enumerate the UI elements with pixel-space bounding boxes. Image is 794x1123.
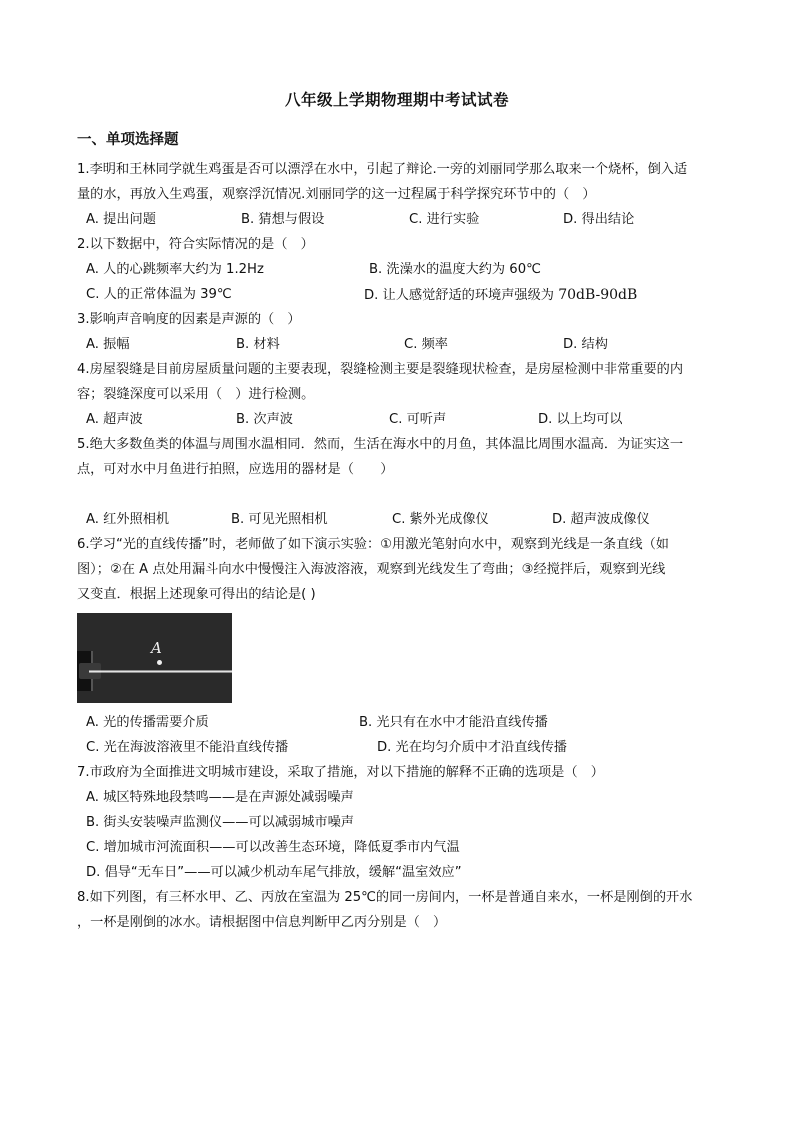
question-1-option-c: C. 进行实验 <box>409 212 480 227</box>
question-1-text-line-2: 量的水，再放入生鸡蛋，观察浮沉情况.刘丽同学的这一过程属于科学探究环节中的（ ） <box>77 187 596 202</box>
question-2-option-d-text: D. 让人感觉舒适的环境声强级为 <box>364 288 554 303</box>
question-7-option-a: A. 城区特殊地段禁鸣——是在声源处减弱噪声 <box>86 790 354 805</box>
laser-experiment-photo <box>77 613 232 703</box>
question-6-option-c: C. 光在海波溶液里不能沿直线传播 <box>86 740 289 755</box>
question-4-option-d: D. 以上均可以 <box>538 412 623 427</box>
question-5-option-a: A. 红外照相机 <box>86 512 170 527</box>
question-3-option-a: A. 振幅 <box>86 337 130 352</box>
question-4-text-line-1: 4.房屋裂缝是目前房屋质量问题的主要表现，裂缝检测主要是裂缝现状检查，是房屋检测中非常重要的内 <box>77 362 684 377</box>
question-2-option-d <box>364 285 637 306</box>
point-a-dot <box>157 660 162 665</box>
question-2-option-b: B. 洗澡水的温度大约为 60℃ <box>369 262 541 277</box>
question-6-text-line-1: 6.学习“光的直线传播”时，老师做了如下演示实验：①用激光笔射向水中，观察到光线是一条直线（如 <box>77 537 669 552</box>
question-5-option-c: C. 紫外光成像仪 <box>392 512 489 527</box>
page-title: 八年级上学期物理期中考试试卷 <box>284 91 509 109</box>
question-6-option-d: D. 光在均匀介质中才沿直线传播 <box>377 740 567 755</box>
question-5-option-b: B. 可见光照相机 <box>231 512 328 527</box>
question-2-option-a: A. 人的心跳频率大约为 1.2Hz <box>86 262 264 277</box>
question-5-text-line-2: 点，可对水中月鱼进行拍照，应选用的器材是（ ） <box>77 462 394 477</box>
question-4-option-c: C. 可听声 <box>389 412 447 427</box>
section-heading: 一、单项选择题 <box>77 132 179 148</box>
question-1-text-line-1: 1.李明和王林同学就生鸡蛋是否可以漂浮在水中，引起了辩论.一旁的刘丽同学那么取来一个烧杯，倒入适 <box>77 162 688 177</box>
question-3-option-b: B. 材料 <box>236 337 280 352</box>
question-2-text: 2.以下数据中，符合实际情况的是（ ） <box>77 237 314 252</box>
question-7-option-c: C. 增加城市河流面积——可以改善生态环境，降低夏季市内气温 <box>86 840 460 855</box>
question-3-option-d: D. 结构 <box>563 337 608 352</box>
question-5-option-d: D. 超声波成像仪 <box>552 512 650 527</box>
question-6-option-b: B. 光只有在水中才能沿直线传播 <box>359 715 548 730</box>
question-3-option-c: C. 频率 <box>404 337 448 352</box>
question-1-option-b: B. 猜想与假设 <box>241 212 325 227</box>
question-8-text-line-1: 8.如下列图，有三杯水甲、乙、丙放在室温为 25℃的同一房间内，一杯是普通自来水，一杯是刚倒的开水 <box>77 890 693 905</box>
question-6-option-a: A. 光的传播需要介质 <box>86 715 209 730</box>
question-8-text-line-2: ，一杯是刚倒的冰水。请根据图中信息判断甲乙丙分别是（ ） <box>77 915 447 930</box>
point-a-label: A <box>151 639 162 657</box>
question-6-text-line-2: 图）；②在 A 点处用漏斗向水中慢慢注入海波溶液，观察到光线发生了弯曲；③经搅拌后，观察到光线 <box>77 562 666 577</box>
question-6-text-line-3: 又变直．根据上述现象可得出的结论是( ) <box>77 587 316 602</box>
question-5-text-line-1: 5.绝大多数鱼类的体温与周围水温相同．然而，生活在海水中的月鱼，其体温比周围水温高．为证实这一 <box>77 437 684 452</box>
question-4-option-a: A. 超声波 <box>86 412 143 427</box>
question-7-text: 7.市政府为全面推进文明城市建设，采取了措施，对以下措施的解释不正确的选项是（ ） <box>77 765 604 780</box>
question-2-option-c: C. 人的正常体温为 39℃ <box>86 287 232 302</box>
question-7-option-b: B. 街头安装噪声监测仪——可以减弱城市噪声 <box>86 815 354 830</box>
question-4-text-line-2: 容；裂缝深度可以采用（ ）进行检测。 <box>77 387 315 402</box>
question-1-option-d: D. 得出结论 <box>563 212 635 227</box>
question-1-option-a: A. 提出问题 <box>86 212 156 227</box>
question-2-option-d-value: 70dB-90dB <box>558 287 638 303</box>
question-3-text: 3.影响声音响度的因素是声源的（ ） <box>77 312 301 327</box>
laser-beam-line <box>89 670 232 673</box>
question-7-option-d: D. 倡导“无车日”——可以减少机动车尾气排放，缓解“温室效应” <box>86 865 462 880</box>
question-4-option-b: B. 次声波 <box>236 412 293 427</box>
